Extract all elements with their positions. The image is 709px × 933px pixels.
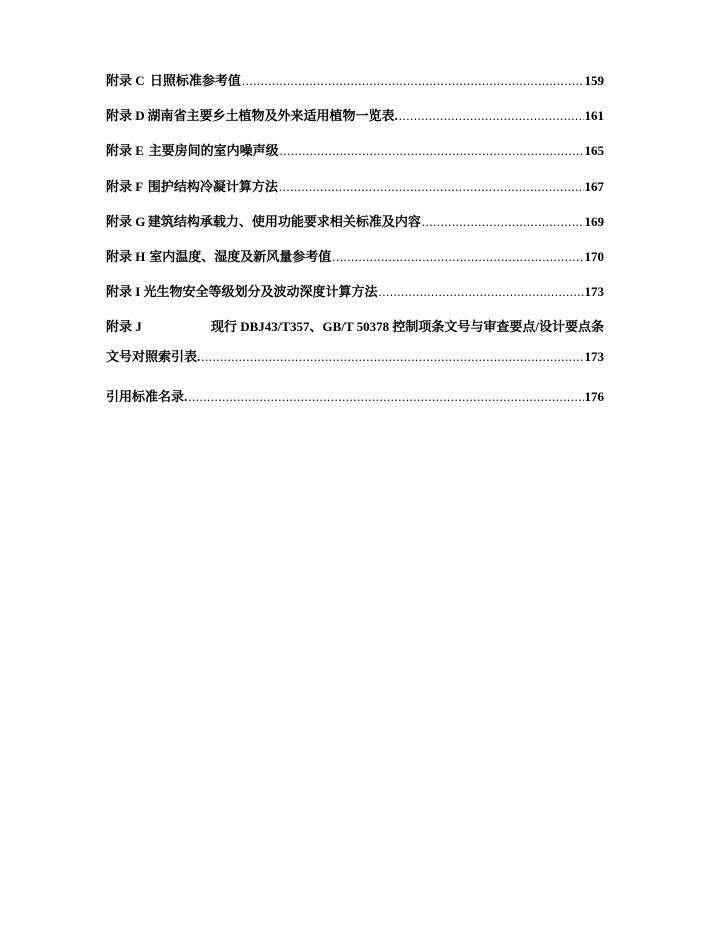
toc-entry-page: 169 [584, 213, 604, 229]
toc-leader-dots [201, 347, 583, 367]
toc-leader-dots [188, 382, 583, 412]
toc-entry-page: 159 [584, 73, 604, 88]
toc-entry-appendix-j[interactable] [106, 312, 604, 382]
toc-entry-prefix: 附录 H [106, 248, 146, 264]
toc-entry-title: 引用标准名录. [106, 389, 188, 405]
toc-entry-appendix-e[interactable] [106, 136, 604, 171]
toc-leader-dots [242, 66, 584, 96]
toc-entry-title: 光生物安全等级划分及波动深度计算方法 [143, 284, 378, 300]
toc-entry-prefix: 附录 D [106, 108, 145, 124]
toc-entry-page: 167 [584, 178, 604, 194]
toc-entry-title: 围护结构冷凝计算方法 [147, 178, 278, 194]
table-of-contents [106, 66, 604, 418]
toc-entry-appendix-h[interactable] [106, 242, 604, 277]
toc-entry-title: 建筑结构承载力、使用功能要求相关标准及内容 [147, 213, 421, 229]
toc-entry-page: 176 [584, 389, 604, 405]
toc-leader-dots [399, 101, 584, 131]
toc-entry-appendix-c[interactable] [106, 66, 604, 101]
toc-entry-title: 室内温度、湿度及新风量参考值 [149, 248, 332, 264]
toc-entry-appendix-i[interactable] [106, 277, 604, 312]
toc-entry-title-line2: 文号对照索引表. [106, 349, 201, 365]
toc-entry-page: 170 [584, 248, 604, 264]
toc-entry-title: 日照标准参考值 [149, 73, 241, 88]
toc-entry-references[interactable] [106, 382, 604, 417]
toc-leader-dots [378, 277, 583, 307]
toc-leader-dots [332, 242, 583, 272]
toc-leader-dots [422, 207, 584, 237]
toc-entry-prefix: 附录 I [106, 284, 141, 300]
toc-entry-appendix-f[interactable] [106, 172, 604, 207]
toc-entry-page: 173 [584, 284, 604, 300]
toc-leader-dots [279, 172, 584, 202]
toc-entry-prefix: 附录 G [106, 213, 146, 229]
toc-entry-page: 165 [584, 143, 604, 159]
toc-entry-page: 161 [584, 108, 604, 124]
toc-entry-prefix: 附录 F [106, 178, 144, 194]
toc-entry-appendix-g[interactable] [106, 207, 604, 242]
toc-entry-page: 173 [584, 349, 604, 365]
toc-entry-prefix: 附录 C [106, 73, 145, 88]
toc-leader-dots [280, 136, 584, 166]
toc-entry-title-line1: 现行 DBJ43/T357、GB/T 50378 控制项条文号与审查要点/设计要点条 [210, 319, 604, 335]
toc-entry-prefix: 附录 J [106, 319, 142, 335]
toc-entry-title: 湖南省主要乡土植物及外来适用植物一览表. [147, 108, 398, 124]
toc-entry-appendix-d[interactable] [106, 101, 604, 136]
toc-entry-title: 主要房间的室内噪声级 [148, 143, 279, 159]
toc-entry-prefix: 附录 E [106, 143, 144, 159]
